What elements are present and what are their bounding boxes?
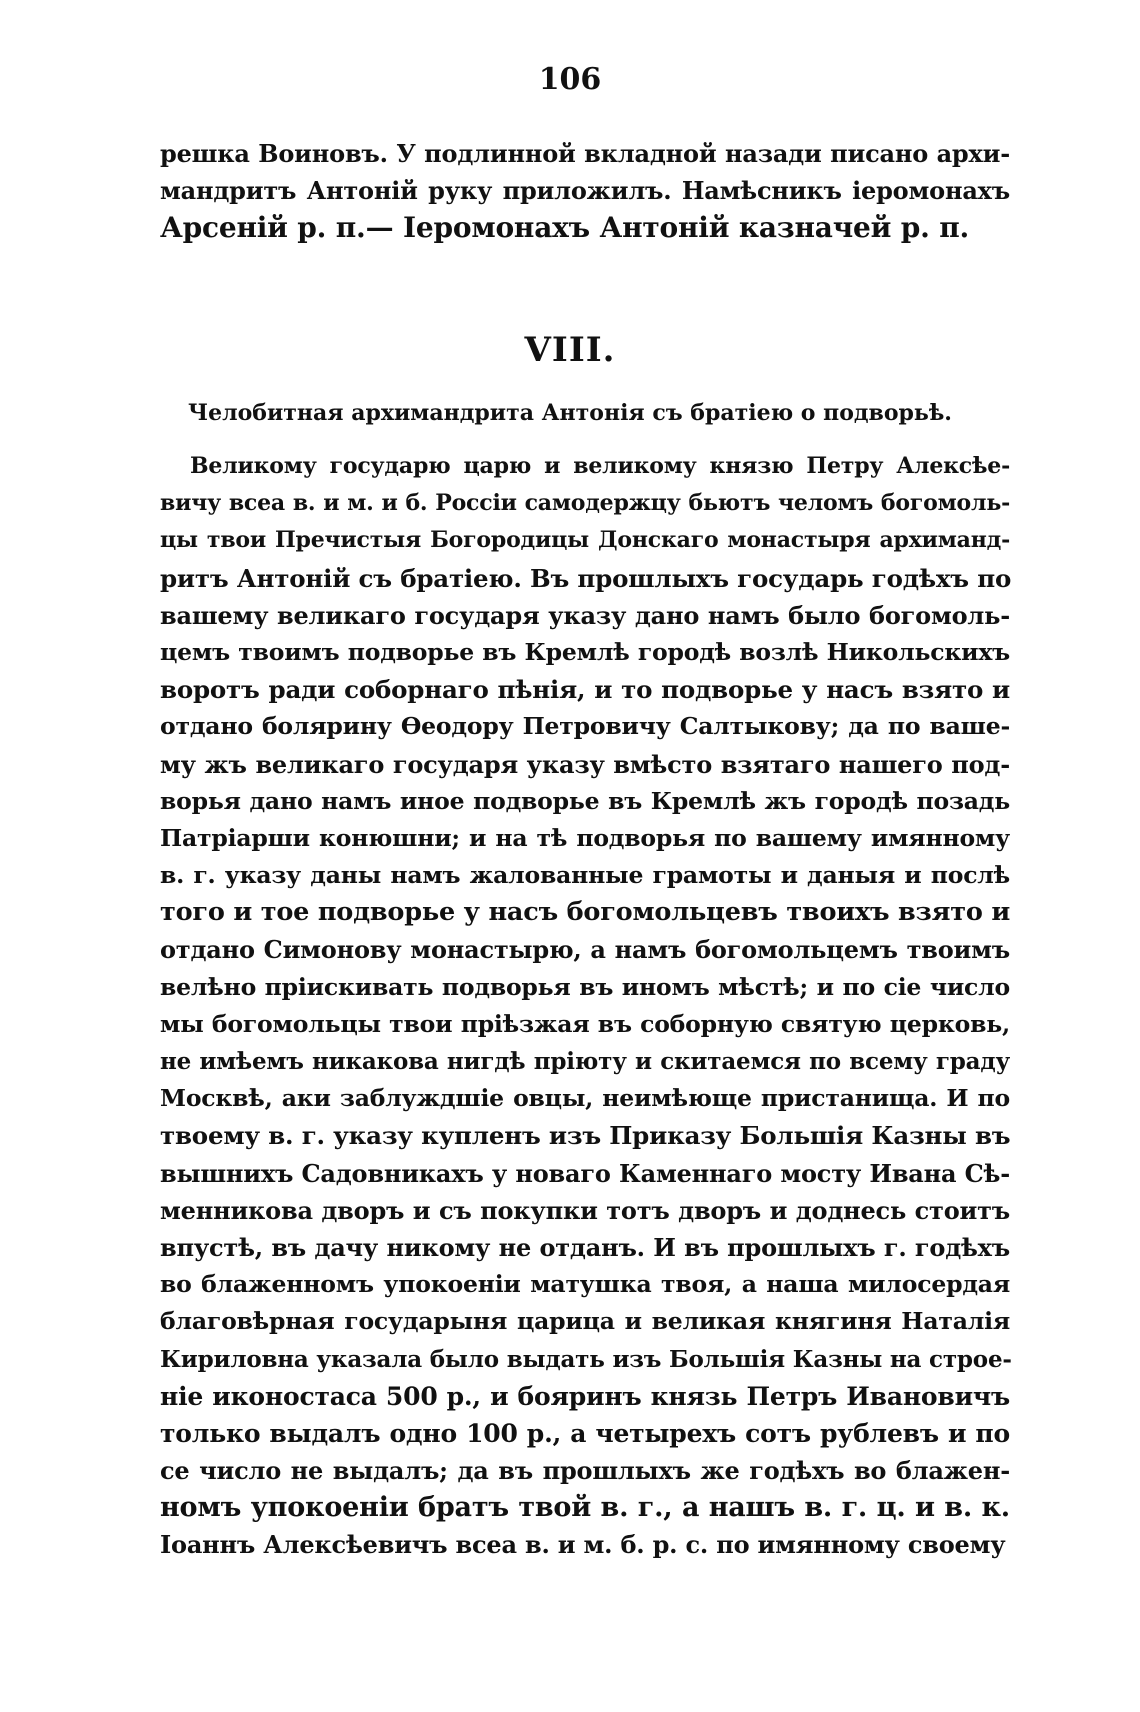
text-line: решка Воиновъ. У подлинной вкладной назади писано архи- [160, 139, 1010, 168]
top-paragraph [160, 135, 1010, 246]
text-line: Великому государю царю и великому князю Петру Алексѣе- [190, 453, 1010, 479]
text-line: Іоаннъ Алексѣевичъ всеа в. и м. б. р. с. по имянному своему [160, 1530, 1006, 1560]
text-line: Патріарши конюшни; и на тѣ подворья по вашему имянному [160, 823, 1010, 852]
section-title: Челобитная архимандрита Антонія съ братіею о подворьѣ. [188, 400, 952, 426]
text-line: того и тое подворье у насъ богомольцевъ твоихъ взято и [160, 897, 1011, 928]
text-line: ворья дано намъ иное подворье въ Кремлѣ жъ городѣ позадь [160, 786, 1010, 815]
text-line: цемъ твоимъ подворье въ Кремлѣ городѣ возлѣ Никольскихъ [160, 637, 1010, 666]
text-line: ніе иконостаса 500 р., и бояринъ князь Петръ Ивановичъ [160, 1381, 1010, 1411]
text-line: во блаженномъ упокоеніи матушка твоя, а наша милосердая [160, 1270, 1010, 1299]
text-line: се число не выдалъ; да въ прошлыхъ же годѣхъ во блажен- [160, 1456, 1010, 1486]
main-paragraph [160, 448, 1010, 1564]
text-line: вичу всеа в. и м. и б. Россіи самодержцу бьютъ челомъ богомоль- [160, 490, 1010, 517]
text-line: му жъ великаго государя указу вмѣсто взятаго нашего под- [160, 749, 1010, 779]
text-line: номъ упокоеніи братъ твой в. г., а нашъ в. г. ц. и в. к. [160, 1492, 1010, 1524]
text-line: Москвѣ, аки заблуждшіе овцы, неимѣюще пристанища. И по [160, 1084, 1010, 1113]
text-line: велѣно пріискивать подворья въ иномъ мѣстѣ; и по сіе число [160, 972, 1010, 1001]
text-line: вашему великаго государя указу дано намъ было богомоль- [160, 600, 1010, 630]
text-line: в. г. указу даны намъ жалованные грамоты и даныя и послѣ [160, 861, 1010, 890]
text-line: вышнихъ Садовникахъ у новаго Каменнаго мосту Ивана Сѣ- [160, 1158, 1010, 1188]
text-line: мандритъ Антоній руку приложилъ. Намѣсникъ іеромонахъ [160, 176, 1010, 205]
text-line: впустѣ, въ дачу никому не отданъ. И въ прошлыхъ г. годѣхъ [160, 1232, 1010, 1262]
text-line: ритъ Антоній съ братіею. Въ прошлыхъ государь годѣхъ по [160, 563, 1012, 593]
text-line: не имѣемъ никакова нигдѣ пріюту и скитаемся по всему граду [160, 1048, 1010, 1075]
text-line: Арсеній р. п.— Іеромонахъ Антоній казначей р. п. [160, 211, 970, 244]
text-line: цы твои Пречистыя Богородицы Донскаго монастыря архиманд- [160, 527, 1010, 554]
text-line: благовѣрная государыня царица и великая княгиня Наталія [160, 1307, 1010, 1336]
text-line: только выдалъ одно 100 р., а четырехъ сотъ рублевъ и по [160, 1418, 1010, 1448]
text-line: мы богомольцы твои пріѣзжая въ соборную святую церковь, [160, 1009, 1010, 1038]
section-number: VIII. [524, 330, 616, 370]
text-line: Кириловна указала было выдать изъ Большія Казны на строе- [160, 1345, 1012, 1373]
page-number: 106 [538, 62, 602, 97]
text-line: воротъ ради соборнаго пѣнія, и то подворье у насъ взято и [160, 675, 1010, 705]
text-line: отдано Симонову монастырю, а намъ богомольцемъ твоимъ [160, 935, 1010, 965]
text-line: отдано болярину Ѳеодору Петровичу Салтыкову; да по ваше- [160, 712, 1010, 741]
text-line: твоему в. г. указу купленъ изъ Приказу Большія Казны въ [160, 1121, 1011, 1151]
text-line: менникова дворъ и съ покупки тотъ дворъ и доднесь стоитъ [160, 1195, 1010, 1225]
